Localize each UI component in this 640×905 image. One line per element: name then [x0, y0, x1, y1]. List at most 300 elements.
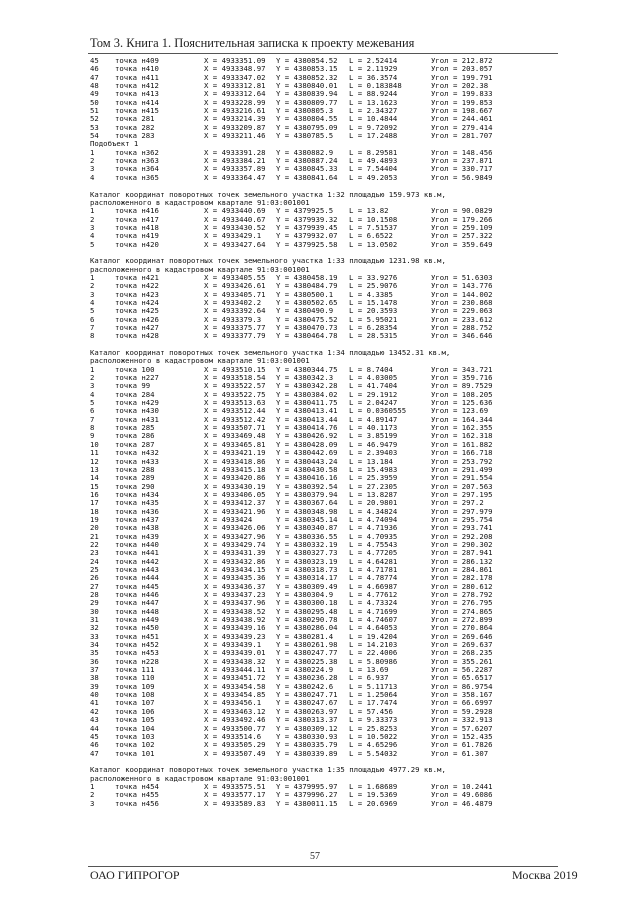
- point-label: точка н414: [115, 97, 159, 107]
- segment-length: L = 6.6522: [349, 231, 393, 241]
- y-coordinate: Y = 4379932.07: [276, 231, 338, 241]
- segment-length: L = 19.5369: [349, 790, 398, 800]
- point-index: 15: [90, 481, 99, 491]
- segment-angle: Угол = 90.0829: [431, 206, 493, 216]
- point-index: 6: [90, 406, 95, 416]
- segment-angle: Угол = 233.612: [431, 314, 493, 324]
- point-label: точка н441: [115, 548, 159, 558]
- point-label: точка н417: [115, 214, 159, 224]
- page-number: 57: [310, 851, 320, 862]
- y-coordinate: Y = 4380367.64: [276, 498, 338, 508]
- segment-length: L = 10.4844: [349, 114, 398, 124]
- segment-length: L = 20.9801: [349, 498, 398, 508]
- segment-angle: Угол = 359.716: [431, 373, 493, 383]
- segment-angle: Угол = 229.063: [431, 306, 493, 316]
- x-coordinate: X = 4933454.85: [204, 690, 266, 700]
- y-coordinate: Y = 4380379.94: [276, 489, 338, 499]
- point-index: 50: [90, 97, 99, 107]
- point-index: 17: [90, 498, 99, 508]
- segment-angle: Угол = 268.235: [431, 648, 493, 658]
- segment-length: L = 40.1173: [349, 423, 398, 433]
- segment-length: L = 4.71936: [349, 523, 398, 533]
- y-coordinate: Y = 4380247.67: [276, 698, 338, 708]
- point-index: 1: [90, 272, 95, 282]
- segment-length: L = 4.66987: [349, 581, 398, 591]
- point-index: 3: [90, 289, 95, 299]
- segment-angle: Угол = 269.637: [431, 640, 493, 650]
- segment-length: L = 14.2103: [349, 640, 398, 650]
- point-label: точка н410: [115, 64, 159, 74]
- point-index: 9: [90, 431, 95, 441]
- segment-angle: Угол = 162.355: [431, 423, 493, 433]
- x-coordinate: X = 4933348.97: [204, 64, 266, 74]
- x-coordinate: X = 4933514.6: [204, 731, 262, 741]
- point-label: точка н435: [115, 498, 159, 508]
- coordinate-row: [90, 174, 560, 182]
- point-label: точка н450: [115, 623, 159, 633]
- point-index: 3: [90, 222, 95, 232]
- x-coordinate: X = 4933507.71: [204, 423, 266, 433]
- y-coordinate: Y = 4380309.12: [276, 723, 338, 733]
- segment-length: L = 5.95021: [349, 314, 398, 324]
- point-index: 3: [90, 798, 95, 808]
- segment-angle: Угол = 162.318: [431, 431, 493, 441]
- segment-length: L = 28.5315: [349, 331, 398, 341]
- y-coordinate: Y = 4380247.77: [276, 648, 338, 658]
- segment-angle: Угол = 86.9754: [431, 681, 493, 691]
- point-label: точка 288: [115, 464, 155, 474]
- y-coordinate: Y = 4380290.78: [276, 615, 338, 625]
- segment-length: L = 29.1912: [349, 389, 398, 399]
- segment-angle: Угол = 56.9849: [431, 172, 493, 182]
- y-coordinate: Y = 4380313.37: [276, 715, 338, 725]
- segment-angle: Угол = 61.7826: [431, 740, 493, 750]
- segment-angle: Угол = 291.499: [431, 464, 493, 474]
- point-label: точка н451: [115, 631, 159, 641]
- segment-angle: Угол = 89.7529: [431, 381, 493, 391]
- point-label: точка н418: [115, 222, 159, 232]
- y-coordinate: Y = 4380442.69: [276, 448, 338, 458]
- segment-angle: Угол = 355.261: [431, 656, 493, 666]
- section-subheading: расположенного в кадастровом квартале 91:03:001001: [90, 264, 310, 274]
- segment-length: L = 4.77612: [349, 590, 398, 599]
- point-index: 4: [90, 231, 95, 241]
- point-index: 48: [90, 81, 99, 91]
- segment-angle: Угол = 286.132: [431, 556, 493, 566]
- segment-angle: Угол = 295.754: [431, 514, 493, 524]
- point-label: точка н453: [115, 648, 159, 658]
- segment-angle: Угол = 202.38: [431, 81, 489, 91]
- segment-length: L = 13.8287: [349, 489, 398, 499]
- point-label: точка н228: [115, 656, 159, 666]
- segment-length: L = 4.65296: [349, 740, 398, 750]
- y-coordinate: Y = 4380345.14: [276, 514, 338, 524]
- segment-length: L = 4.71781: [349, 564, 398, 574]
- segment-length: L = 4.74094: [349, 514, 398, 524]
- point-label: точка 289: [115, 473, 155, 483]
- point-index: 2: [90, 281, 95, 291]
- point-label: точка н446: [115, 590, 159, 599]
- point-index: 3: [90, 164, 95, 174]
- x-coordinate: X = 4933312.81: [204, 81, 266, 91]
- segment-length: L = 1.68689: [349, 781, 398, 791]
- y-coordinate: Y = 4380281.4: [276, 631, 334, 641]
- segment-length: L = 4.34824: [349, 506, 398, 516]
- y-coordinate: Y = 4379996.27: [276, 790, 338, 800]
- point-index: 53: [90, 122, 99, 132]
- x-coordinate: X = 4933440.69: [204, 206, 266, 216]
- segment-length: L = 4.03005: [349, 373, 398, 383]
- segment-angle: Угол = 51.6303: [431, 272, 493, 282]
- y-coordinate: Y = 4380263.97: [276, 706, 338, 716]
- segment-length: L = 25.8253: [349, 723, 398, 733]
- point-index: 29: [90, 598, 99, 608]
- y-coordinate: Y = 4380426.92: [276, 431, 338, 441]
- y-coordinate: Y = 4379939.45: [276, 222, 338, 232]
- y-coordinate: Y = 4380882.9: [276, 147, 334, 157]
- point-label: точка н364: [115, 164, 159, 174]
- segment-length: L = 2.34327: [349, 106, 398, 116]
- point-label: точка н442: [115, 556, 159, 566]
- x-coordinate: X = 4933379.3: [204, 314, 262, 324]
- point-index: 46: [90, 64, 99, 74]
- y-coordinate: Y = 4380809.77: [276, 97, 338, 107]
- segment-length: L = 1.25064: [349, 690, 398, 700]
- y-coordinate: Y = 4380242.6: [276, 681, 334, 691]
- segment-length: L = 13.69: [349, 665, 389, 675]
- y-coordinate: Y = 4380318.73: [276, 564, 338, 574]
- x-coordinate: X = 4933456.1: [204, 698, 262, 708]
- x-coordinate: X = 4933438.92: [204, 615, 266, 625]
- segment-angle: Угол = 292.208: [431, 531, 493, 541]
- point-label: точка 106: [115, 706, 155, 716]
- segment-angle: Угол = 257.322: [431, 231, 493, 241]
- segment-angle: Угол = 203.057: [431, 64, 493, 74]
- x-coordinate: X = 4933513.63: [204, 398, 266, 408]
- coordinate-row: [90, 332, 560, 340]
- y-coordinate: Y = 4379925.58: [276, 239, 338, 249]
- x-coordinate: X = 4933575.51: [204, 781, 266, 791]
- point-label: точка н434: [115, 489, 159, 499]
- point-label: точка н427: [115, 323, 159, 332]
- segment-angle: Угол = 199.853: [431, 97, 493, 107]
- point-label: точка 108: [115, 690, 155, 700]
- segment-angle: Угол = 359.649: [431, 239, 493, 249]
- segment-angle: Угол = 244.461: [431, 114, 493, 124]
- point-index: 5: [90, 239, 95, 249]
- x-coordinate: X = 4933430.19: [204, 481, 266, 491]
- footer-organization: ОАО ГИПРОГОР: [90, 868, 180, 882]
- y-coordinate: Y = 4380236.28: [276, 673, 338, 683]
- segment-length: L = 13.82: [349, 206, 389, 216]
- segment-length: L = 7.51537: [349, 222, 398, 232]
- x-coordinate: X = 4933351.09: [204, 56, 266, 65]
- point-label: точка н428: [115, 331, 159, 341]
- y-coordinate: Y = 4380344.75: [276, 364, 338, 374]
- y-coordinate: Y = 4380011.15: [276, 798, 338, 808]
- point-index: 31: [90, 615, 99, 625]
- point-label: точка 109: [115, 681, 155, 691]
- segment-angle: Угол = 270.864: [431, 623, 493, 633]
- x-coordinate: X = 4933429.74: [204, 539, 266, 549]
- segment-length: L = 17.2488: [349, 131, 398, 141]
- segment-length: L = 88.9244: [349, 89, 398, 99]
- point-label: точка н440: [115, 539, 159, 549]
- x-coordinate: X = 4933437.23: [204, 590, 266, 599]
- x-coordinate: X = 4933312.64: [204, 89, 266, 99]
- point-index: 41: [90, 698, 99, 708]
- segment-length: L = 6.937: [349, 673, 389, 683]
- x-coordinate: X = 4933438.32: [204, 656, 266, 666]
- x-coordinate: X = 4933424: [204, 514, 253, 524]
- y-coordinate: Y = 4380805.3: [276, 106, 334, 116]
- segment-length: L = 5.54032: [349, 748, 398, 758]
- segment-length: L = 0.0360555: [349, 406, 407, 416]
- y-coordinate: Y = 4380500.1: [276, 289, 334, 299]
- y-coordinate: Y = 4380443.24: [276, 456, 338, 466]
- segment-angle: Угол = 49.6086: [431, 790, 493, 800]
- point-label: точка н409: [115, 56, 159, 65]
- footer-divider: [88, 866, 558, 867]
- segment-angle: Угол = 290.302: [431, 539, 493, 549]
- coordinate-catalog: [90, 57, 560, 808]
- segment-angle: Угол = 346.646: [431, 331, 493, 341]
- point-label: точка н365: [115, 172, 159, 182]
- header-divider: [88, 53, 558, 54]
- segment-angle: Угол = 291.554: [431, 473, 493, 483]
- segment-length: L = 3.85199: [349, 431, 398, 441]
- x-coordinate: X = 4933492.46: [204, 715, 266, 725]
- y-coordinate: Y = 4380411.75: [276, 398, 338, 408]
- point-label: точка н227: [115, 373, 159, 383]
- point-label: точка н426: [115, 314, 159, 324]
- y-coordinate: Y = 4380327.73: [276, 548, 338, 558]
- segment-length: L = 57.456: [349, 706, 393, 716]
- point-label: точка н431: [115, 414, 159, 424]
- point-label: точка н455: [115, 790, 159, 800]
- segment-length: L = 7.54404: [349, 164, 398, 174]
- point-index: 24: [90, 556, 99, 566]
- y-coordinate: Y = 4380413.44: [276, 414, 338, 424]
- point-label: точка н438: [115, 523, 159, 533]
- segment-angle: Угол = 281.707: [431, 131, 493, 141]
- point-index: 8: [90, 423, 95, 433]
- x-coordinate: X = 4933405.71: [204, 289, 266, 299]
- x-coordinate: X = 4933434.15: [204, 564, 266, 574]
- segment-length: L = 4.3385: [349, 289, 393, 299]
- segment-length: L = 36.3574: [349, 72, 398, 82]
- point-index: 51: [90, 106, 99, 116]
- point-label: точка н444: [115, 573, 159, 583]
- x-coordinate: X = 4933418.86: [204, 456, 266, 466]
- y-coordinate: Y = 4379939.32: [276, 214, 338, 224]
- footer-city-year: Москва 2019: [512, 868, 578, 882]
- x-coordinate: X = 4933391.28: [204, 147, 266, 157]
- point-label: точка н424: [115, 297, 159, 307]
- segment-angle: Угол = 284.861: [431, 564, 493, 574]
- point-index: 13: [90, 464, 99, 474]
- segment-length: L = 4.71699: [349, 606, 398, 616]
- coordinate-row: [90, 800, 560, 808]
- segment-length: L = 4.73324: [349, 598, 398, 608]
- point-index: 45: [90, 56, 99, 65]
- x-coordinate: X = 4933430.52: [204, 222, 266, 232]
- point-label: точка 287: [115, 439, 155, 449]
- y-coordinate: Y = 4380224.9: [276, 665, 334, 675]
- segment-length: L = 17.7474: [349, 698, 398, 708]
- segment-length: L = 4.64053: [349, 623, 398, 633]
- point-label: точка н429: [115, 398, 159, 408]
- segment-angle: Угол = 198.667: [431, 106, 493, 116]
- x-coordinate: X = 4933439.16: [204, 623, 266, 633]
- y-coordinate: Y = 4380247.71: [276, 690, 338, 700]
- point-label: точка н421: [115, 272, 159, 282]
- x-coordinate: X = 4933412.37: [204, 498, 266, 508]
- x-coordinate: X = 4933209.87: [204, 122, 266, 132]
- x-coordinate: X = 4933439.1: [204, 640, 262, 650]
- point-index: 1: [90, 781, 95, 791]
- segment-angle: Угол = 293.741: [431, 523, 493, 533]
- x-coordinate: X = 4933427.96: [204, 531, 266, 541]
- y-coordinate: Y = 4380342.3: [276, 373, 334, 383]
- point-label: точка н437: [115, 514, 159, 524]
- point-label: точка 105: [115, 715, 155, 725]
- point-label: точка 103: [115, 731, 155, 741]
- y-coordinate: Y = 4380795.09: [276, 122, 338, 132]
- x-coordinate: X = 4933438.52: [204, 606, 266, 616]
- x-coordinate: X = 4933421.19: [204, 448, 266, 458]
- point-label: точка н456: [115, 798, 159, 808]
- point-index: 40: [90, 690, 99, 700]
- x-coordinate: X = 4933214.39: [204, 114, 266, 124]
- x-coordinate: X = 4933228.99: [204, 97, 266, 107]
- x-coordinate: X = 4933518.54: [204, 373, 266, 383]
- segment-length: L = 5.80986: [349, 656, 398, 666]
- y-coordinate: Y = 4380339.89: [276, 748, 338, 758]
- point-index: 36: [90, 656, 99, 666]
- segment-angle: Угол = 65.6517: [431, 673, 493, 683]
- segment-length: L = 33.9276: [349, 272, 398, 282]
- segment-angle: Угол = 297.195: [431, 489, 493, 499]
- section-heading: Каталог координат поворотных точек земельного участка 1:34 площадью 13452.31 кв.м,: [90, 348, 451, 358]
- point-index: 39: [90, 681, 99, 691]
- segment-length: L = 4.77205: [349, 548, 398, 558]
- segment-angle: Угол = 230.868: [431, 297, 493, 307]
- point-label: точка н449: [115, 615, 159, 625]
- y-coordinate: Y = 4380470.73: [276, 323, 338, 332]
- point-index: 54: [90, 131, 99, 141]
- x-coordinate: X = 4933444.11: [204, 665, 266, 675]
- point-index: 43: [90, 715, 99, 725]
- point-label: точка 284: [115, 389, 155, 399]
- y-coordinate: Y = 4380845.33: [276, 164, 338, 174]
- segment-length: L = 2.04247: [349, 398, 398, 408]
- segment-length: L = 41.7404: [349, 381, 398, 391]
- segment-length: L = 25.3959: [349, 473, 398, 483]
- segment-angle: Угол = 148.456: [431, 147, 493, 157]
- x-coordinate: X = 4933589.83: [204, 798, 266, 808]
- segment-length: L = 13.0502: [349, 239, 398, 249]
- segment-angle: Угол = 207.563: [431, 481, 493, 491]
- point-label: точка 100: [115, 364, 155, 374]
- y-coordinate: Y = 4380348.98: [276, 506, 338, 516]
- segment-angle: Угол = 276.795: [431, 598, 493, 608]
- y-coordinate: Y = 4380332.19: [276, 539, 338, 549]
- point-index: 2: [90, 156, 95, 166]
- point-label: точка 285: [115, 423, 155, 433]
- y-coordinate: Y = 4380413.41: [276, 406, 338, 416]
- y-coordinate: Y = 4380785.5: [276, 131, 334, 141]
- x-coordinate: X = 4933421.96: [204, 506, 266, 516]
- y-coordinate: Y = 4380416.16: [276, 473, 338, 483]
- segment-length: L = 4.70935: [349, 531, 398, 541]
- segment-angle: Угол = 332.913: [431, 715, 493, 725]
- y-coordinate: Y = 4380304.9: [276, 590, 334, 599]
- x-coordinate: X = 4933211.46: [204, 131, 266, 141]
- y-coordinate: Y = 4380335.79: [276, 740, 338, 750]
- y-coordinate: Y = 4380392.54: [276, 481, 338, 491]
- segment-angle: Угол = 272.899: [431, 615, 493, 625]
- x-coordinate: X = 4933432.86: [204, 556, 266, 566]
- x-coordinate: X = 4933505.29: [204, 740, 266, 750]
- segment-length: L = 9.33373: [349, 715, 398, 725]
- segment-angle: Угол = 108.205: [431, 389, 493, 399]
- x-coordinate: X = 4933577.17: [204, 790, 266, 800]
- segment-angle: Угол = 125.636: [431, 398, 493, 408]
- point-index: 18: [90, 506, 99, 516]
- point-label: точка н419: [115, 231, 159, 241]
- segment-angle: Угол = 297.979: [431, 506, 493, 516]
- point-index: 20: [90, 523, 99, 533]
- segment-length: L = 4.89147: [349, 414, 398, 424]
- segment-length: L = 2.11929: [349, 64, 398, 74]
- point-index: 34: [90, 640, 99, 650]
- y-coordinate: Y = 4380428.09: [276, 439, 338, 449]
- x-coordinate: X = 4933402.2: [204, 297, 262, 307]
- segment-angle: Угол = 66.6997: [431, 698, 493, 708]
- segment-length: L = 22.4006: [349, 648, 398, 658]
- segment-angle: Угол = 143.776: [431, 281, 493, 291]
- point-label: точка 107: [115, 698, 155, 708]
- segment-angle: Угол = 179.266: [431, 214, 493, 224]
- coordinate-row: [90, 750, 560, 758]
- segment-length: L = 4.64281: [349, 556, 398, 566]
- x-coordinate: X = 4933512.42: [204, 414, 266, 424]
- point-label: точка н447: [115, 598, 159, 608]
- y-coordinate: Y = 4380841.64: [276, 172, 338, 182]
- point-label: точка н363: [115, 156, 159, 166]
- segment-length: L = 4.78774: [349, 573, 398, 583]
- y-coordinate: Y = 4380430.58: [276, 464, 338, 474]
- point-index: 7: [90, 414, 95, 424]
- x-coordinate: X = 4933406.05: [204, 489, 266, 499]
- x-coordinate: X = 4933465.81: [204, 439, 266, 449]
- point-index: 4: [90, 297, 95, 307]
- point-label: точка 111: [115, 665, 155, 675]
- y-coordinate: Y = 4380384.02: [276, 389, 338, 399]
- segment-angle: Угол = 237.871: [431, 156, 493, 166]
- y-coordinate: Y = 4380490.9: [276, 306, 334, 316]
- section-subheading: расположенного в кадастровом квартале 91:03:001001: [90, 356, 310, 366]
- page-header: Том 3. Книга 1. Пояснительная записка к проекту межевания: [90, 36, 415, 50]
- segment-angle: Угол = 330.717: [431, 164, 493, 174]
- y-coordinate: Y = 4380330.93: [276, 731, 338, 741]
- y-coordinate: Y = 4380342.28: [276, 381, 338, 391]
- segment-angle: Угол = 61.307: [431, 748, 489, 758]
- segment-angle: Угол = 259.109: [431, 222, 493, 232]
- y-coordinate: Y = 4380887.24: [276, 156, 338, 166]
- point-label: точка н436: [115, 506, 159, 516]
